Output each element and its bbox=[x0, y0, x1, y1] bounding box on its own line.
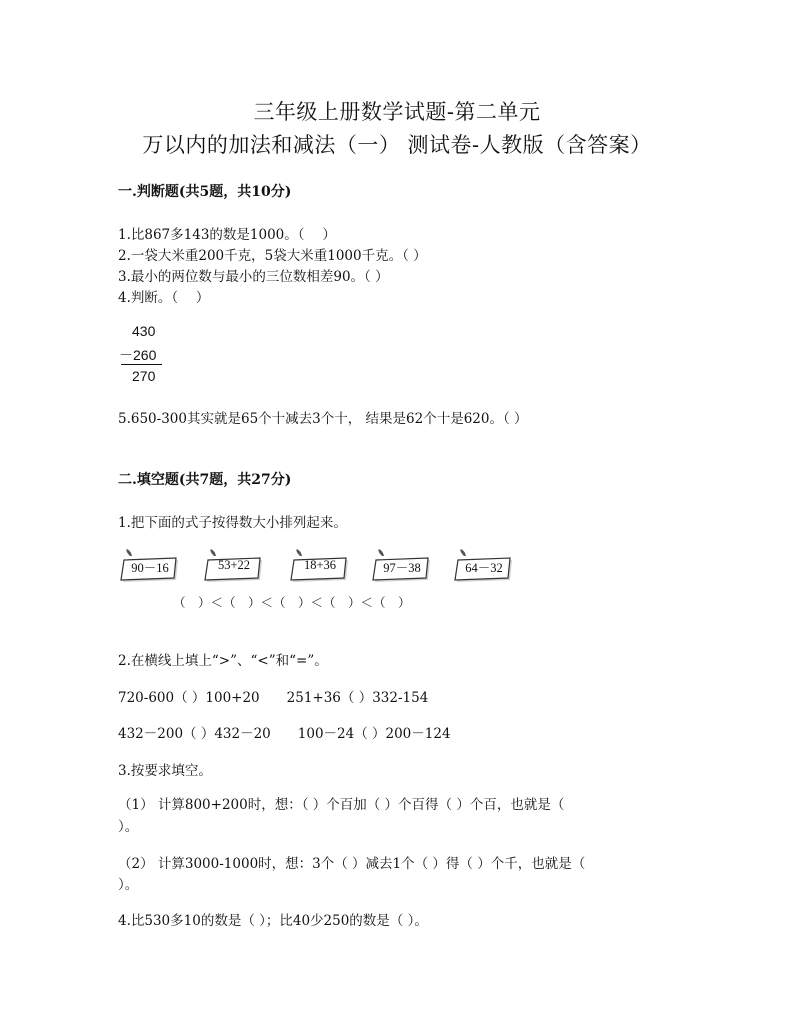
s2-q3-part2: （2） 计算3000-1000时，想：3个（ ）减去1个（ ）得（ ）个千，也就是（ bbox=[118, 856, 586, 872]
order-answer-line: （ ）＜（ ）＜（ ）＜（ ）＜（ ） bbox=[173, 595, 411, 610]
expression-card bbox=[452, 548, 516, 584]
s1-question-4: 4.判断。（ ） bbox=[118, 290, 210, 306]
expression-card bbox=[288, 548, 352, 584]
calc-result: 270 bbox=[132, 368, 156, 384]
s1-question-3: 3.最小的两位数与最小的三位数相差90。（ ） bbox=[118, 269, 389, 285]
expression-cards bbox=[118, 548, 538, 588]
s2-q2-row1: 720-600（ ）100+20 251+36（ ）332-154 bbox=[118, 690, 429, 706]
s2-q3-part2-end: ）。 bbox=[118, 877, 139, 893]
section1-heading: 一.判断题(共5题，共10分) bbox=[118, 184, 292, 200]
s2-q3-part1-end: ）。 bbox=[118, 819, 139, 835]
expression-card bbox=[370, 548, 434, 584]
s1-question-2: 2.一袋大米重200千克，5袋大米重1000千克。（ ） bbox=[118, 248, 427, 264]
expression-card bbox=[202, 548, 266, 584]
card-label: 18+36 bbox=[303, 558, 337, 572]
s2-question-1: 1.把下面的式子按得数大小排列起来。 bbox=[118, 515, 347, 531]
card-label: 53+22 bbox=[217, 558, 251, 572]
expression-card bbox=[118, 548, 182, 584]
s2-q3-part1: （1） 计算800+200时，想：（ ）个百加（ ）个百得（ ）个百，也就是（ bbox=[118, 797, 565, 813]
doc-title-line1: 三年级上册数学试题-第二单元 bbox=[253, 100, 541, 124]
calc-subtrahend: －260 bbox=[119, 347, 157, 363]
s1-question-5: 5.650-300其实就是65个十减去3个十， 结果是62个十是620。（ ） bbox=[118, 411, 528, 427]
s2-question-3: 3.按要求填空。 bbox=[118, 763, 212, 779]
s2-question-2: 2.在横线上填上“>”、“<”和“=”。 bbox=[118, 653, 328, 669]
card-label: 97－38 bbox=[383, 561, 421, 575]
calc-line bbox=[121, 364, 162, 365]
s2-question-4: 4.比530多10的数是（ ）；比40少250的数是（ ）。 bbox=[118, 913, 428, 929]
calc-top-number: 430 bbox=[132, 323, 156, 339]
s1-question-1: 1.比867多143的数是1000。（ ） bbox=[118, 227, 336, 243]
doc-title-line2: 万以内的加法和减法（一） 测试卷-人教版（含答案） bbox=[142, 133, 652, 157]
s2-q2-row2: 432－200（ ）432－20 100－24（ ）200－124 bbox=[118, 726, 451, 742]
section2-heading: 二.填空题(共7题，共27分) bbox=[118, 472, 292, 488]
card-label: 64－32 bbox=[465, 561, 503, 575]
card-label: 90－16 bbox=[131, 561, 169, 575]
